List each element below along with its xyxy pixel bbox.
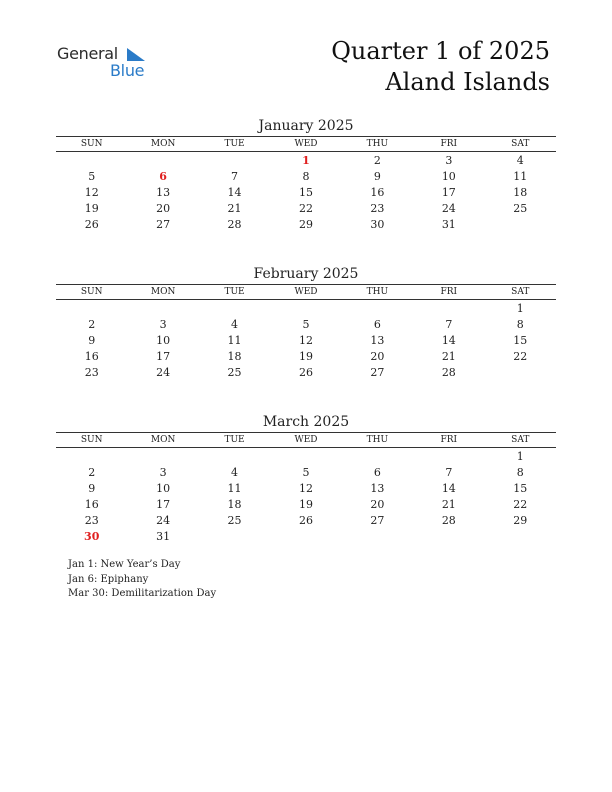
weekday-header: SUN [56, 285, 127, 300]
day-cell: 14 [227, 185, 242, 199]
day-cell: 21 [441, 497, 456, 511]
day-cell: 21 [441, 349, 456, 363]
day-cell: 1 [516, 301, 524, 315]
day-cell: 12 [298, 333, 313, 347]
day-cell: 27 [370, 513, 385, 527]
week-row [56, 480, 556, 496]
holiday-notes [68, 558, 216, 602]
logo-text-general: General [57, 44, 118, 63]
month-title: March 2025 [262, 414, 350, 430]
weekday-header: TUE [199, 433, 270, 448]
day-cell: 31 [441, 217, 456, 231]
day-cell: 19 [298, 497, 313, 511]
day-cell: 20 [370, 349, 385, 363]
weekday-header: TUE [199, 137, 270, 152]
day-cell: 14 [441, 481, 456, 495]
weekday-header: FRI [413, 433, 484, 448]
day-cell: 11 [513, 169, 528, 183]
day-cell: 3 [159, 465, 167, 479]
empty-day-cell [485, 364, 556, 380]
week-row [56, 152, 556, 169]
week-row [56, 184, 556, 200]
brand-logo [57, 44, 157, 80]
empty-day-cell [413, 300, 484, 317]
weekday-header: MON [127, 285, 198, 300]
week-row [56, 448, 556, 465]
weekday-header: THU [342, 285, 413, 300]
country-title: Aland Islands [385, 68, 550, 96]
holiday-day-cell: 30 [84, 529, 100, 543]
holiday-note: Jan 6: Epiphany [68, 573, 149, 585]
empty-day-cell [199, 300, 270, 317]
month-title: February 2025 [253, 266, 359, 282]
week-row [56, 216, 556, 232]
day-cell: 19 [298, 349, 313, 363]
day-cell: 22 [298, 201, 313, 215]
day-cell: 4 [231, 317, 239, 331]
empty-day-cell [127, 152, 198, 169]
empty-day-cell [199, 528, 270, 544]
day-cell: 24 [156, 513, 171, 527]
day-cell: 18 [513, 185, 528, 199]
day-cell: 17 [156, 349, 171, 363]
weekday-header-row [56, 433, 556, 448]
empty-day-cell [199, 448, 270, 465]
weekday-header: MON [127, 137, 198, 152]
month-march [56, 412, 556, 544]
weekday-header: THU [342, 137, 413, 152]
weekday-header: SAT [485, 285, 556, 300]
empty-day-cell [56, 448, 127, 465]
empty-day-cell [485, 216, 556, 232]
day-cell: 25 [227, 365, 242, 379]
month-january [56, 116, 556, 232]
empty-day-cell [127, 448, 198, 465]
weekday-header: WED [270, 285, 341, 300]
weekday-header: SAT [485, 137, 556, 152]
empty-day-cell [56, 300, 127, 317]
day-cell: 2 [88, 317, 96, 331]
calendar-grid [56, 432, 556, 544]
week-row [56, 464, 556, 480]
day-cell: 2 [373, 153, 381, 167]
weekday-header: WED [270, 137, 341, 152]
holiday-note: Mar 30: Demilitarization Day [68, 588, 217, 599]
day-cell: 8 [516, 317, 524, 331]
weekday-header-row [56, 285, 556, 300]
day-cell: 28 [227, 217, 242, 231]
empty-day-cell [342, 448, 413, 465]
day-cell: 19 [84, 201, 99, 215]
weekday-header: WED [270, 433, 341, 448]
empty-day-cell [199, 152, 270, 169]
day-cell: 24 [156, 365, 171, 379]
empty-day-cell [56, 152, 127, 169]
day-cell: 14 [441, 333, 456, 347]
day-cell: 20 [370, 497, 385, 511]
weekday-header: FRI [413, 137, 484, 152]
day-cell: 17 [441, 185, 456, 199]
logo-text-blue: Blue [110, 61, 145, 80]
week-row [56, 512, 556, 528]
weekday-header: TUE [199, 285, 270, 300]
day-cell: 7 [445, 465, 453, 479]
day-cell: 13 [370, 333, 385, 347]
day-cell: 6 [373, 465, 381, 479]
day-cell: 22 [513, 349, 528, 363]
day-cell: 6 [373, 317, 381, 331]
day-cell: 29 [513, 513, 528, 527]
day-cell: 20 [156, 201, 171, 215]
day-cell: 28 [441, 513, 456, 527]
day-cell: 9 [373, 169, 381, 183]
empty-day-cell [270, 448, 341, 465]
day-cell: 3 [445, 153, 453, 167]
weekday-header: SUN [56, 433, 127, 448]
day-cell: 27 [370, 365, 385, 379]
day-cell: 30 [370, 217, 385, 231]
empty-day-cell [413, 528, 484, 544]
empty-day-cell [342, 300, 413, 317]
quarter-title: Quarter 1 of 2025 [331, 37, 550, 65]
day-cell: 9 [88, 481, 96, 495]
day-cell: 23 [84, 513, 99, 527]
week-row [56, 348, 556, 364]
week-row [56, 168, 556, 184]
day-cell: 25 [513, 201, 528, 215]
day-cell: 13 [156, 185, 171, 199]
day-cell: 3 [159, 317, 167, 331]
weekday-header: THU [342, 433, 413, 448]
holiday-note: Jan 1: New Year’s Day [68, 559, 181, 570]
day-cell: 8 [302, 169, 310, 183]
day-cell: 16 [84, 349, 99, 363]
day-cell: 1 [516, 449, 524, 463]
page-title [331, 36, 550, 98]
holiday-day-cell: 1 [302, 153, 310, 167]
day-cell: 16 [84, 497, 99, 511]
holiday-day-cell: 6 [159, 169, 167, 183]
day-cell: 21 [227, 201, 242, 215]
empty-day-cell [342, 528, 413, 544]
day-cell: 26 [84, 217, 99, 231]
day-cell: 12 [84, 185, 99, 199]
week-row [56, 316, 556, 332]
day-cell: 4 [516, 153, 524, 167]
day-cell: 5 [302, 317, 310, 331]
day-cell: 7 [445, 317, 453, 331]
day-cell: 18 [227, 497, 242, 511]
day-cell: 5 [88, 169, 96, 183]
day-cell: 27 [156, 217, 171, 231]
day-cell: 26 [298, 365, 313, 379]
day-cell: 10 [441, 169, 456, 183]
day-cell: 15 [298, 185, 313, 199]
weekday-header: MON [127, 433, 198, 448]
day-cell: 2 [88, 465, 96, 479]
day-cell: 26 [298, 513, 313, 527]
calendar-grid [56, 136, 556, 232]
month-february [56, 264, 556, 380]
week-row [56, 364, 556, 380]
logo-triangle-icon [125, 46, 147, 62]
day-cell: 8 [516, 465, 524, 479]
day-cell: 29 [298, 217, 313, 231]
empty-day-cell [485, 528, 556, 544]
weekday-header: FRI [413, 285, 484, 300]
day-cell: 23 [84, 365, 99, 379]
day-cell: 23 [370, 201, 385, 215]
day-cell: 15 [513, 333, 528, 347]
empty-day-cell [413, 448, 484, 465]
day-cell: 17 [156, 497, 171, 511]
calendar-grid [56, 284, 556, 380]
day-cell: 4 [231, 465, 239, 479]
week-row [56, 300, 556, 317]
day-cell: 7 [231, 169, 239, 183]
day-cell: 16 [370, 185, 385, 199]
day-cell: 11 [227, 481, 242, 495]
weekday-header: SAT [485, 433, 556, 448]
day-cell: 25 [227, 513, 242, 527]
day-cell: 22 [513, 497, 528, 511]
day-cell: 13 [370, 481, 385, 495]
month-title: January 2025 [258, 118, 354, 134]
day-cell: 24 [441, 201, 456, 215]
day-cell: 15 [513, 481, 528, 495]
week-row [56, 332, 556, 348]
week-row [56, 528, 556, 544]
weekday-header-row [56, 137, 556, 152]
day-cell: 10 [156, 333, 171, 347]
empty-day-cell [270, 300, 341, 317]
empty-day-cell [270, 528, 341, 544]
week-row [56, 496, 556, 512]
empty-day-cell [127, 300, 198, 317]
day-cell: 18 [227, 349, 242, 363]
week-row [56, 200, 556, 216]
day-cell: 31 [156, 529, 171, 543]
day-cell: 10 [156, 481, 171, 495]
weekday-header: SUN [56, 137, 127, 152]
day-cell: 9 [88, 333, 96, 347]
day-cell: 28 [441, 365, 456, 379]
day-cell: 5 [302, 465, 310, 479]
day-cell: 11 [227, 333, 242, 347]
day-cell: 12 [298, 481, 313, 495]
